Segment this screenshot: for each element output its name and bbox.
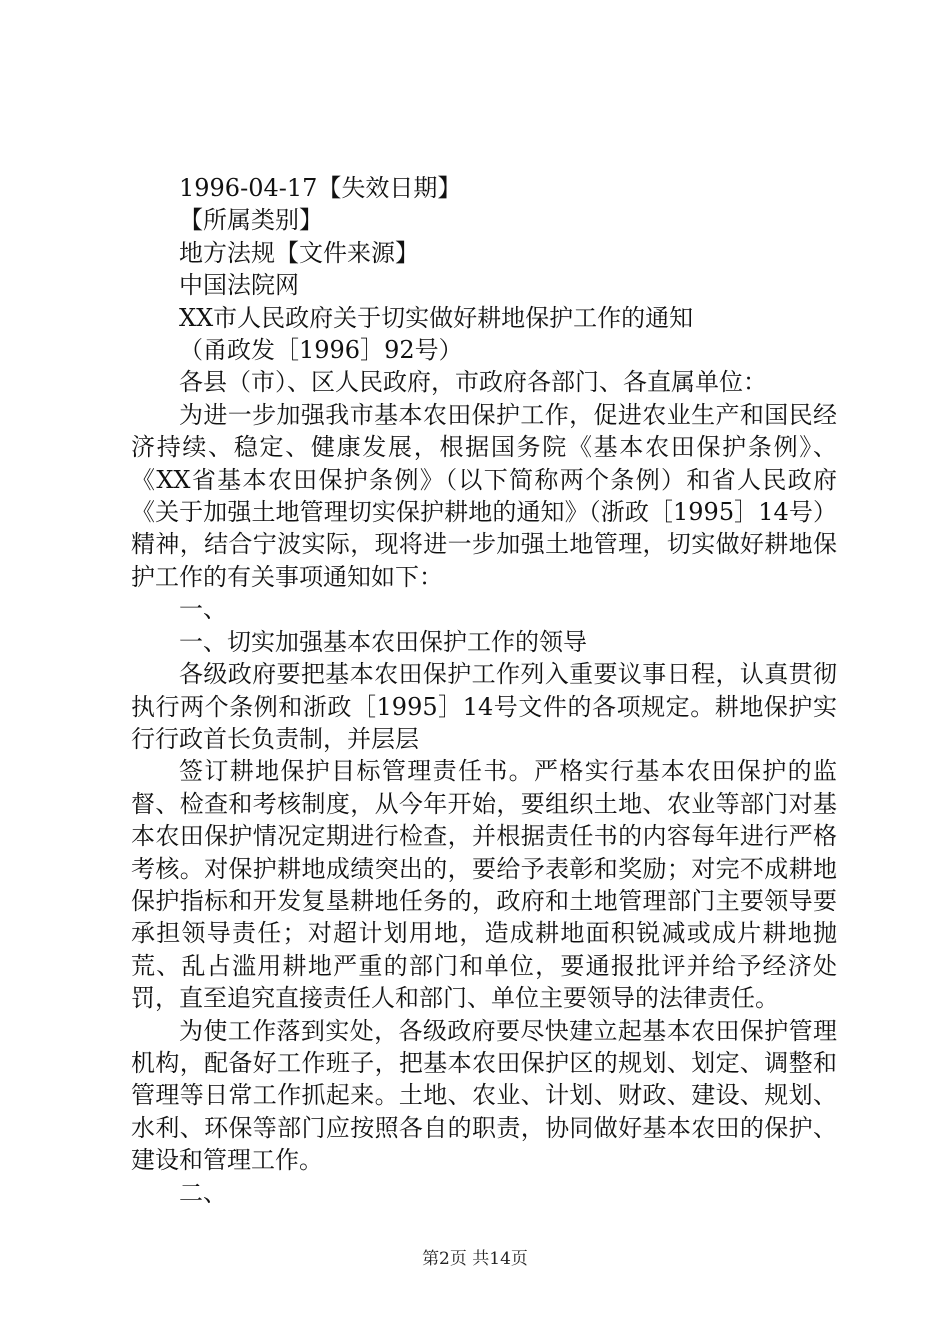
category-source-line: 地方法规【文件来源】	[179, 238, 419, 267]
section-one-heading: 一、切实加强基本农田保护工作的领导	[179, 627, 587, 656]
category-label-line: 【所属类别】	[179, 206, 323, 235]
effective-date-line: 1996-04-17【失效日期】	[179, 174, 462, 202]
document-body	[131, 172, 837, 1209]
section-one-paragraph-b: 签订耕地保护目标管理责任书。严格实行基本农田保护的监督、检查和考核制度，从今年开始，要组织土地、农业等部门对基本农田保护情况定期进行检查，并根据责任书的内容每年进行严格考核。对保护耕地成绩突出的，要给予表彰和奖励；对完不成耕地保护指标和开发复垦耕地任务的，政府和土地管理部门主要领导要承担领导责任；对超计划用地，造成耕地面积锐减或成片耕地抛荒、乱占滥用耕地严重的部门和单位，要通报批评并给予经济处罚，直至追究直接责任人和部门、单位主要领导的法律责任。	[131, 757, 837, 1013]
document-title: XX市人民政府关于切实做好耕地保护工作的通知	[179, 303, 694, 332]
section-one-paragraph-c: 为使工作落到实处，各级政府要尽快建立起基本农田保护管理机构，配备好工作班子，把基本农田保护区的规划、划定、调整和管理等日常工作抓起来。土地、农业、计划、财政、建设、规划、水利、环保等部门应按照各自的职责，协同做好基本农田的保护、建设和管理工作。	[131, 1016, 837, 1175]
section-one-marker: 一、	[179, 595, 227, 624]
page-footer: 第2页 共14页	[422, 1249, 528, 1269]
section-two-marker: 二、	[179, 1178, 227, 1207]
addressee-line: 各县（市）、区人民政府，市政府各部门、各直属单位：	[179, 368, 767, 397]
section-one-paragraph-a: 各级政府要把基本农田保护工作列入重要议事日程，认真贯彻执行两个条例和浙政［1995］14号文件的各项规定。耕地保护实行行政首长负责制，并层层	[131, 660, 837, 753]
intro-paragraph: 为进一步加强我市基本农田保护工作，促进农业生产和国民经济持续、稳定、健康发展，根据国务院《基本农田保护条例》、《XX省基本农田保护条例》（以下简称两个条例）和省人民政府《关于加强土地管理切实保护耕地的通知》（浙政［1995］14号）精神，结合宁波实际，现将进一步加强土地管理，切实做好耕地保护工作的有关事项通知如下：	[131, 400, 837, 591]
source-line: 中国法院网	[179, 271, 299, 300]
document-number: （甬政发［1996］92号）	[179, 336, 463, 365]
